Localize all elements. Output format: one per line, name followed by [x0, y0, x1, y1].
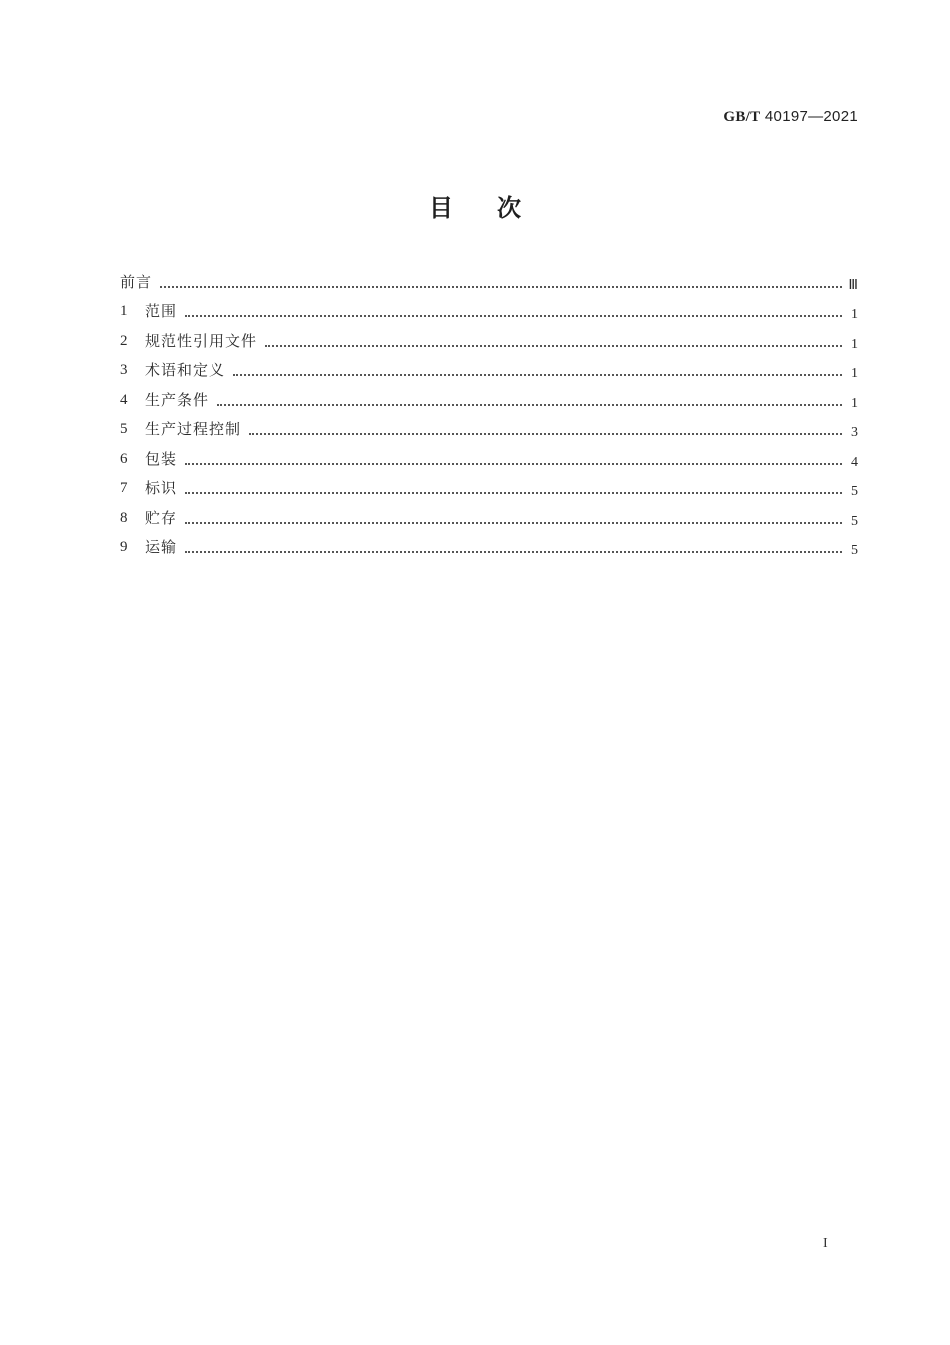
toc-leader-dots: [233, 374, 842, 376]
toc-entry-number: 7: [120, 480, 128, 496]
toc-entry-label: 术语和定义: [145, 361, 226, 379]
toc-entry-label: 规范性引用文件: [145, 331, 258, 350]
toc-entry-number: 8: [120, 509, 128, 526]
toc-leader-dots: [185, 522, 842, 524]
toc-entry-terms-definitions[interactable]: [120, 351, 858, 381]
toc-entry-number: 3: [120, 362, 128, 378]
toc-entry-page: 1: [851, 366, 858, 381]
toc-leader-dots: [185, 315, 842, 317]
toc-entry-page: Ⅲ: [848, 277, 858, 293]
page-number: I: [823, 1236, 828, 1251]
toc-entry-normative-references[interactable]: [120, 321, 858, 351]
toc-entry-number: 9: [120, 539, 128, 555]
toc-entry-page: 1: [851, 336, 858, 352]
toc-entry-number: 5: [120, 421, 128, 437]
toc-leader-dots: [185, 551, 842, 553]
toc-entry-page: 1: [851, 395, 858, 411]
standard-prefix: GB/T: [723, 109, 761, 125]
toc-entry-label: 前言: [120, 272, 153, 291]
toc-entry-page: 1: [851, 307, 858, 322]
toc-leader-dots: [265, 345, 842, 347]
toc-entry-process-control[interactable]: [120, 410, 858, 440]
toc-entry-label: 贮存: [145, 508, 178, 527]
toc-entry-label: 包装: [145, 449, 178, 468]
toc-entry-packaging[interactable]: [120, 439, 858, 469]
document-header: [723, 108, 858, 126]
toc-entry-page: 3: [851, 425, 858, 440]
toc-entry-number: 6: [120, 450, 128, 467]
toc-entry-label: 标识: [145, 479, 178, 497]
toc-entry-foreword[interactable]: [120, 262, 858, 292]
toc-entry-page: 4: [851, 454, 858, 470]
toc-entry-number: 4: [120, 391, 128, 408]
standard-number: 40197—2021: [764, 108, 858, 125]
toc-entry-label: 运输: [145, 538, 178, 556]
toc-entry-page: 5: [851, 513, 858, 529]
toc-entry-storage[interactable]: [120, 498, 858, 528]
toc-entry-labeling[interactable]: [120, 469, 858, 499]
table-of-contents: [120, 262, 858, 557]
toc-leader-dots: [185, 492, 842, 494]
page-title: 目次: [429, 194, 565, 222]
toc-entry-label: 范围: [145, 302, 178, 320]
toc-entry-transport[interactable]: [120, 528, 858, 558]
toc-leader-dots: [160, 286, 842, 288]
toc-entry-number: 1: [120, 303, 128, 319]
toc-entry-page: 5: [851, 543, 858, 558]
toc-entry-number: 2: [120, 332, 128, 349]
toc-entry-label: 生产过程控制: [145, 420, 242, 438]
toc-entry-production-conditions[interactable]: [120, 380, 858, 410]
toc-leader-dots: [185, 463, 842, 465]
toc-leader-dots: [217, 404, 842, 406]
toc-entry-label: 生产条件: [145, 390, 210, 409]
toc-entry-scope[interactable]: [120, 292, 858, 322]
toc-leader-dots: [249, 433, 842, 435]
toc-entry-page: 5: [851, 484, 858, 499]
